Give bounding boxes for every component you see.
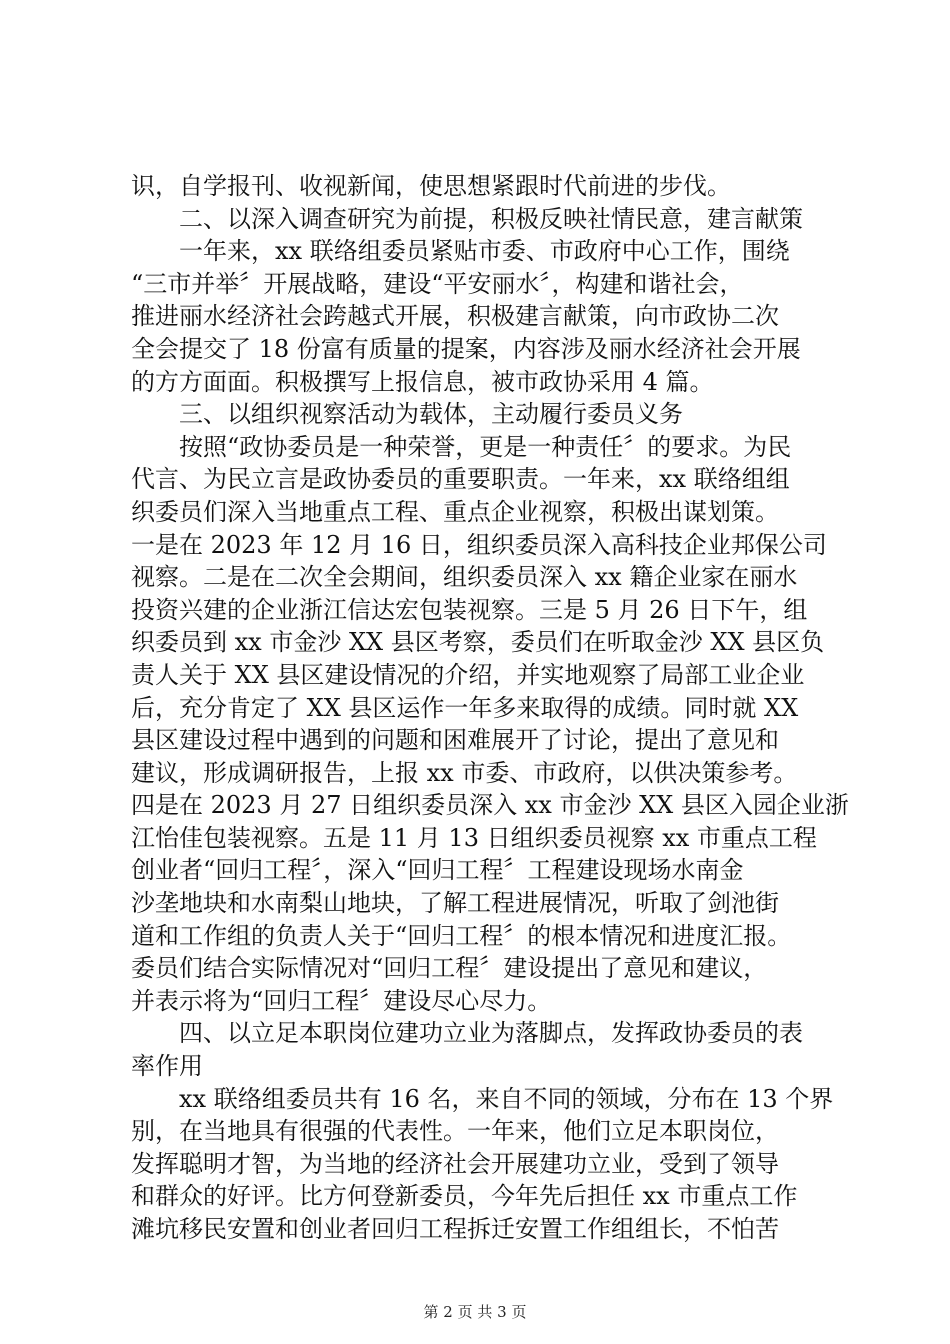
text-line: 别，在当地具有很强的代表性。一年来，他们立足本职岗位， [131,1117,779,1146]
page-number-footer: 第 2 页 共 3 页 [423,1303,527,1321]
text-line: 推进丽水经济社会跨越式开展，积极建言献策，向市政协二次 [131,302,779,331]
text-line: 织委员到 xx 市金沙 XX 县区考察，委员们在听取金沙 XX 县区负 [131,628,825,657]
text-line: 视察。二是在二次全会期间，组织委员深入 xx 籍企业家在丽水 [131,563,798,592]
text-line: 的方方面面。积极撰写上报信息，被市政协采用 4 篇。 [131,367,714,396]
text-line: 全会提交了 18 份富有质量的提案，内容涉及丽水经济社会开展 [131,334,801,363]
text-line: 识，自学报刊、收视新闻，使思想紧跟时代前进的步伐。 [131,172,731,200]
text-line: 一是在 2023 年 12 月 16 日，组织委员深入高科技企业邦保公司 [131,530,827,559]
text-line: 后，充分肯定了 XX 县区运作一年多来取得的成绩。同时就 XX [131,693,799,722]
text-line: 一年来，xx 联络组委员紧贴市委、市政府中心工作，围绕 [179,237,790,266]
text-line: 并表示将为“回归工程〞建设尽心尽力。 [131,986,552,1015]
section-heading-4: 四、以立足本职岗位建功立业为落脚点，发挥政协委员的表 [179,1019,803,1048]
text-line: 率作用 [131,1052,203,1081]
text-line: 织委员们深入当地重点工程、重点企业视察，积极出谋划策。 [131,497,779,526]
text-line: 江怡佳包装视察。五是 11 月 13 日组织委员视察 xx 市重点工程 [131,823,817,852]
text-line: 按照“政协委员是一种荣誉，更是一种责任〞的要求。为民 [179,432,792,461]
text-line: 建议，形成调研报告，上报 xx 市委、市政府，以供决策参考。 [131,758,798,787]
text-line: 县区建设过程中遇到的问题和困难展开了讨论，提出了意见和 [131,726,779,755]
text-line: 投资兴建的企业浙江信达宏包装视察。三是 5 月 26 日下午，组 [131,595,808,624]
text-line: 滩坑移民安置和创业者回归工程拆迁安置工作组组长，不怕苦 [131,1215,779,1243]
text-line: 代言、为民立言是政协委员的重要职责。一年来，xx 联络组组 [131,465,790,494]
text-line: xx 联络组委员共有 16 名，来自不同的领域，分布在 13 个界 [179,1084,834,1113]
text-line: 委员们结合实际情况对“回归工程〞建设提出了意见和建议， [131,954,768,983]
body-text [131,170,851,1246]
text-line: 责人关于 XX 县区建设情况的介绍，并实地观察了局部工业企业 [131,660,805,689]
text-line: 和群众的好评。比方何登新委员，今年先后担任 xx 市重点工作 [131,1182,798,1211]
text-line: 沙垄地块和水南梨山地块，了解工程进展情况，听取了剑池街 [131,889,779,918]
section-heading-2: 二、以深入调查研究为前提，积极反映社情民意，建言献策 [179,204,803,233]
text-line: 道和工作组的负责人关于“回归工程〞的根本情况和进度汇报。 [131,921,792,950]
text-line: 发挥聪明才智，为当地的经济社会开展建功立业，受到了领导 [131,1149,779,1178]
text-line: 创业者“回归工程〞，深入“回归工程〞工程建设现场水南金 [131,856,744,885]
section-heading-3: 三、以组织视察活动为载体，主动履行委员义务 [179,400,683,429]
text-line: 四是在 2023 月 27 日组织委员深入 xx 市金沙 XX 县区入园企业浙 [131,791,849,820]
text-line: “三市并举〞开展战略，建设“平安丽水〞，构建和谐社会， [131,269,744,298]
